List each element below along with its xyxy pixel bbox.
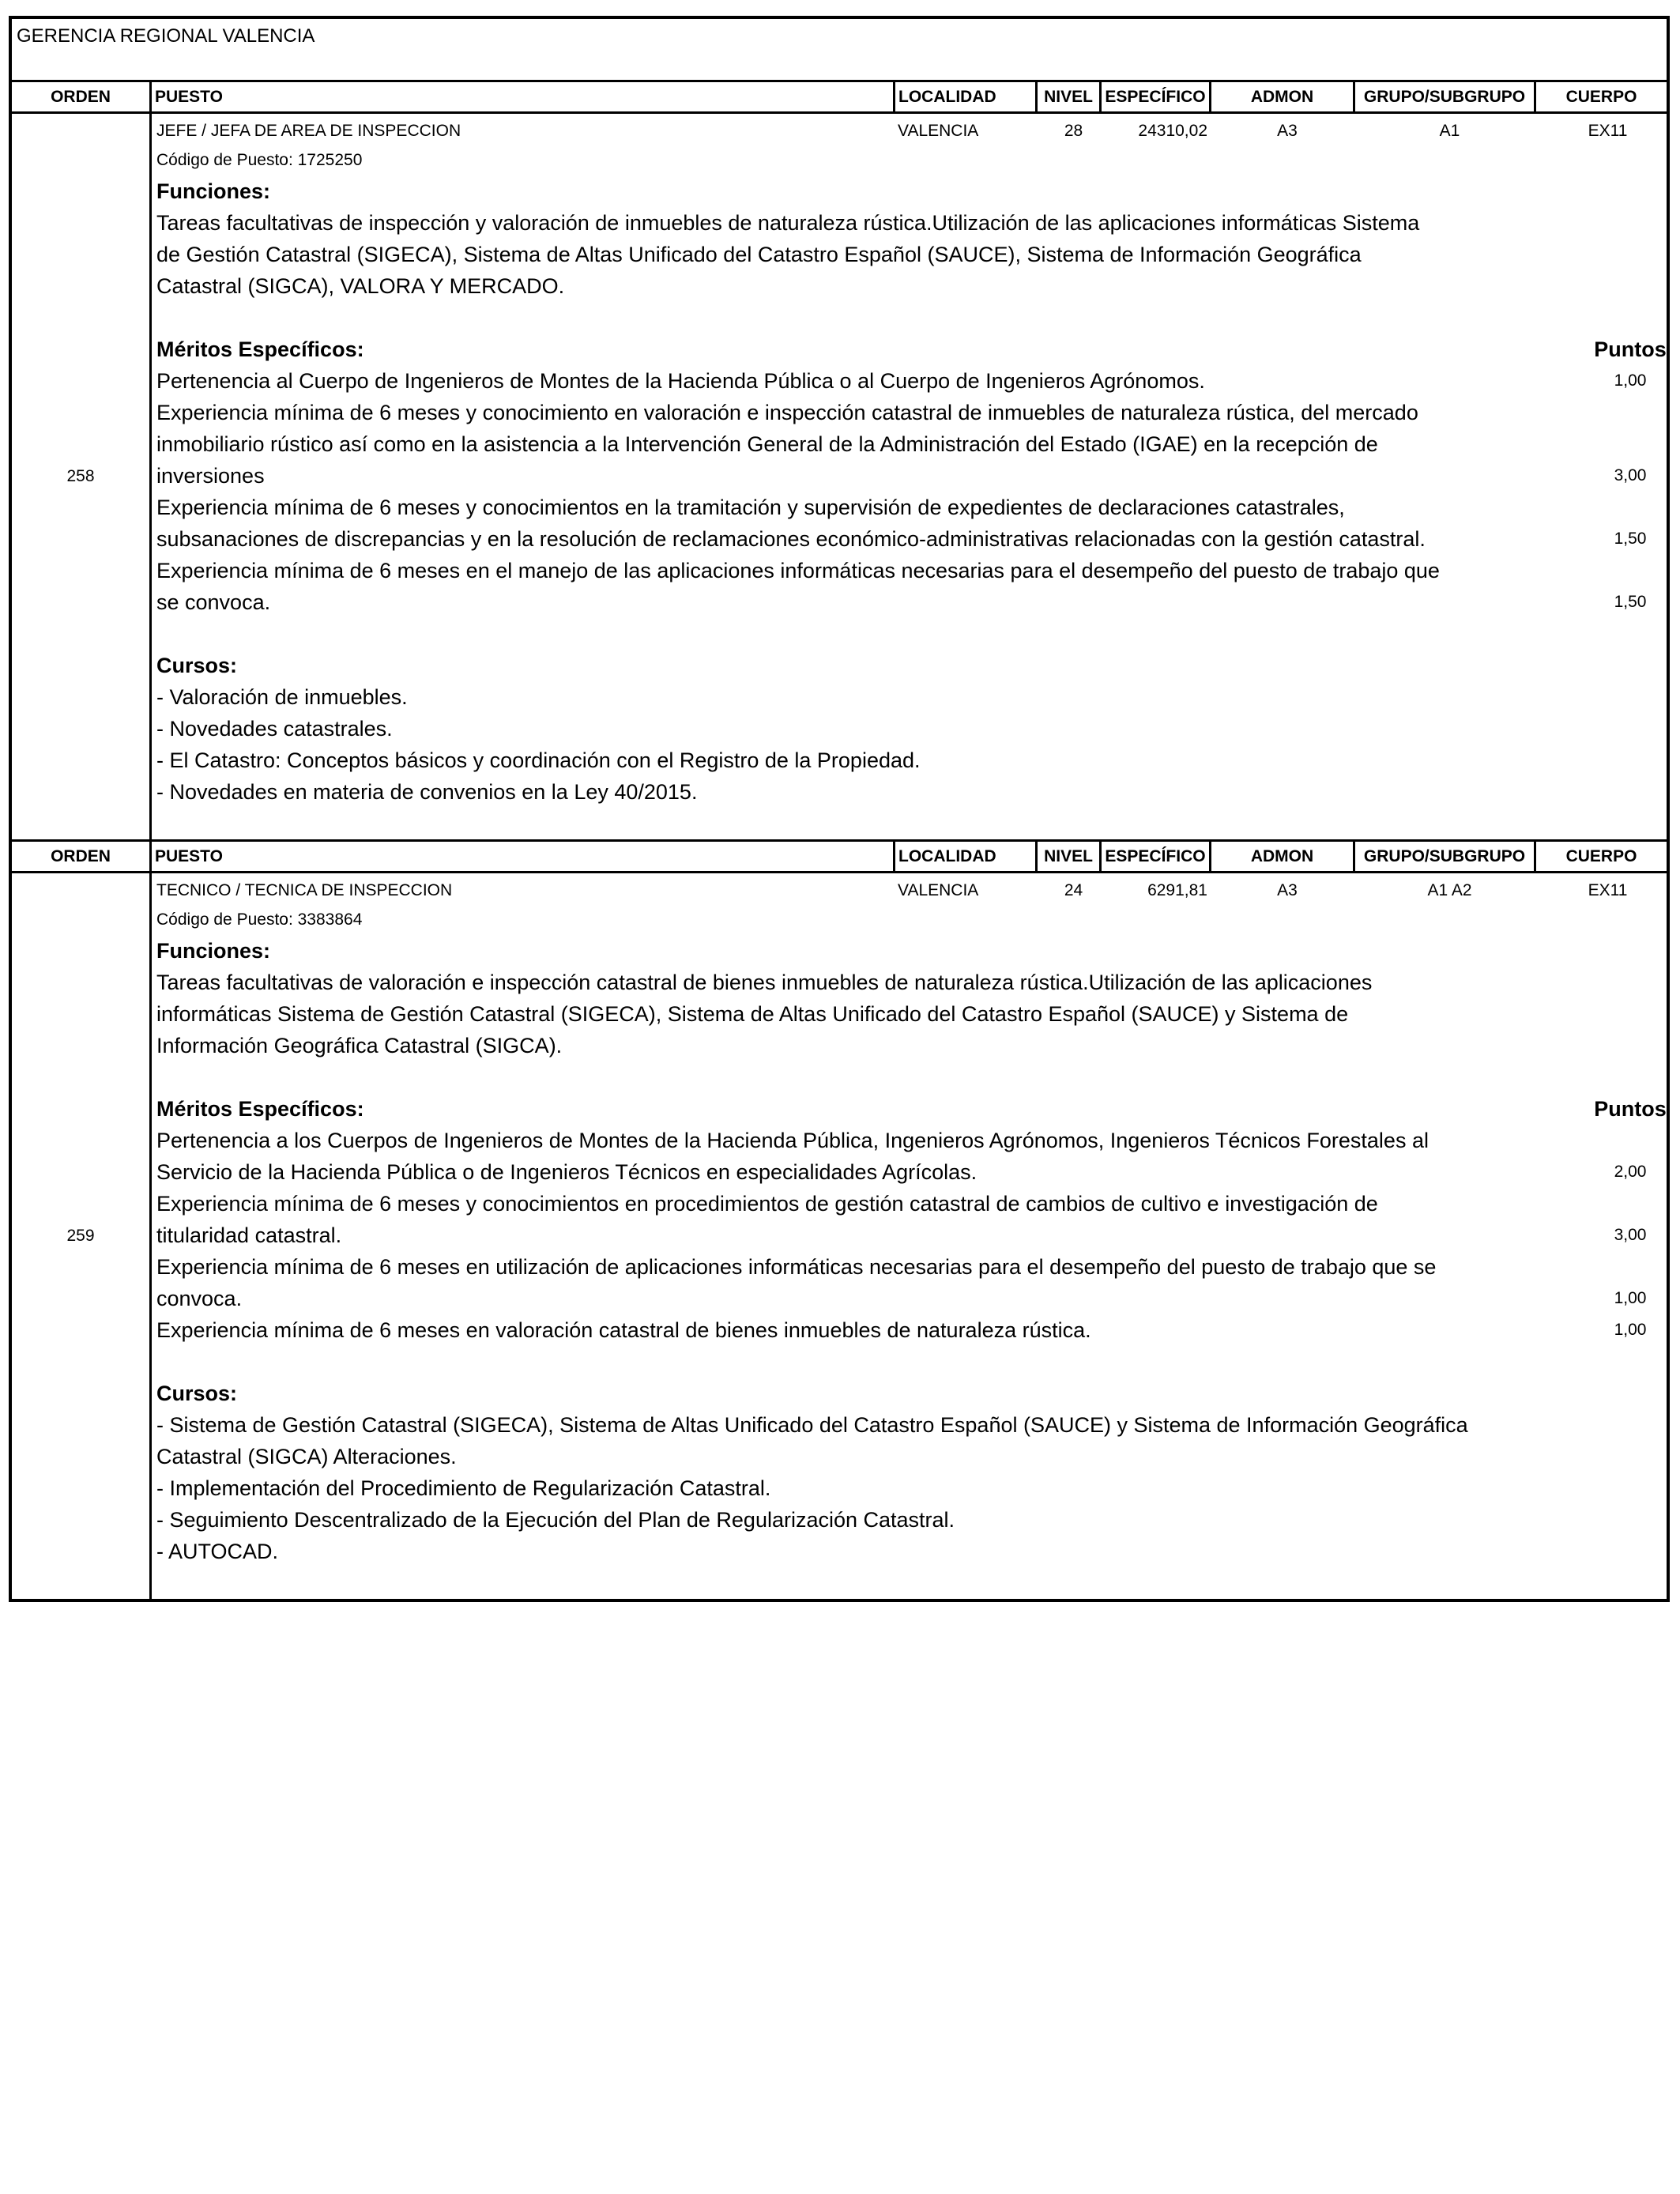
codigo-puesto: Código de Puesto: 1725250 [156, 151, 363, 169]
merito-puntos: 1,00 [1614, 1321, 1647, 1339]
header-admon: ADMON [1211, 842, 1355, 871]
curso-item: - AUTOCAD. [156, 1540, 279, 1563]
merito-item [156, 1251, 1667, 1314]
cursos-title: Cursos: [156, 654, 238, 677]
grupo-value: A1 A2 [1427, 881, 1472, 899]
curso-item: - Seguimiento Descentralizado de la Ejecución del Plan de Regularización Catastral. [156, 1508, 955, 1532]
column-header-row [12, 842, 1667, 873]
nivel-value: 28 [1064, 122, 1083, 140]
funciones-text: Tareas facultativas de inspección y valoración de inmuebles de naturaleza rústica.Utilización de las aplicaciones informáticas Sistema de Gestión Catastral (SIGECA), Sistema de Altas Unificado del Catastro Español (SAUCE), Sistema de Información Geográfica Catastral (SIGCA), VALORA Y MERCADO. [156, 211, 1420, 298]
entry-258 [12, 114, 1667, 842]
header-nivel: NIVEL [1038, 82, 1102, 111]
funciones-text: Tareas facultativas de valoración e inspección catastral de bienes inmuebles de naturaleza rústica.Utilización de las aplicaciones informáticas Sistema de Gestión Catastral (SIGECA), Sistema de Altas Unificado del Catastro Español (SAUCE) y Sistema de Información Geográfica Catastral (SIGCA). [156, 971, 1373, 1057]
curso-item: - Valoración de inmuebles. [156, 685, 408, 709]
grupo-value: A1 [1439, 122, 1460, 140]
header-orden: ORDEN [12, 82, 152, 111]
header-grupo: GRUPO/SUBGRUPO [1355, 82, 1536, 111]
merito-puntos: 3,00 [1614, 466, 1647, 484]
cuerpo-value: EX11 [1588, 881, 1628, 899]
meritos-header [156, 334, 1667, 365]
header-cuerpo: CUERPO [1565, 87, 1637, 106]
merito-item [156, 1314, 1667, 1346]
curso-item: - Novedades en materia de convenios en la Ley 40/2015. [156, 780, 698, 804]
curso-item: - Implementación del Procedimiento de Regularización Catastral. [156, 1476, 771, 1500]
funciones-title: Funciones: [156, 179, 271, 203]
localidad-value: VALENCIA [898, 881, 979, 899]
document-table [9, 16, 1670, 1602]
puntos-title: Puntos [1594, 337, 1667, 361]
merito-puntos: 3,00 [1614, 1226, 1647, 1244]
merito-text: Experiencia mínima de 6 meses en utilización de aplicaciones informáticas necesarias para el desempeño del puesto de trabajo que se convoca. [156, 1255, 1437, 1310]
header-orden: ORDEN [12, 842, 152, 871]
header-cuerpo: CUERPO [1565, 846, 1637, 865]
header-especifico: ESPECÍFICO [1102, 842, 1211, 871]
cursos-section [156, 1378, 1667, 1567]
header-nivel: NIVEL [1038, 842, 1102, 871]
merito-item [156, 555, 1667, 618]
nivel-value: 24 [1064, 881, 1083, 899]
entry-summary-row [156, 114, 1667, 145]
merito-puntos: 1,00 [1614, 371, 1647, 390]
header-grupo: GRUPO/SUBGRUPO [1355, 842, 1536, 871]
orden-number: 259 [12, 873, 152, 1599]
merito-puntos: 2,00 [1614, 1163, 1647, 1181]
puntos-title: Puntos [1594, 1097, 1667, 1121]
entry-content [152, 873, 1667, 1599]
meritos-title: Méritos Específicos: [156, 337, 364, 361]
curso-item: - El Catastro: Conceptos básicos y coordinación con el Registro de la Propiedad. [156, 748, 921, 772]
orden-number: 258 [12, 114, 152, 839]
merito-puntos: 1,00 [1614, 1289, 1647, 1307]
merito-item [156, 365, 1667, 397]
entry-summary-row [156, 873, 1667, 905]
cursos-section [156, 650, 1667, 808]
especifico-value: 24310,02 [1138, 122, 1207, 140]
merito-text: Experiencia mínima de 6 meses en el manejo de las aplicaciones informáticas necesarias para el desempeño del puesto de trabajo que se convoca. [156, 559, 1440, 614]
merito-text: Experiencia mínima de 6 meses en valoración catastral de bienes inmuebles de naturaleza rústica. [156, 1318, 1091, 1342]
merito-text: Experiencia mínima de 6 meses y conocimiento en valoración e inspección catastral de inmuebles de naturaleza rústica, del mercado inmobiliario rústico así como en la asistencia a la Intervención General de la Administración del Estado (IGAE) en la recepción de inversiones [156, 401, 1418, 488]
header-admon: ADMON [1211, 82, 1355, 111]
curso-item: - Novedades catastrales. [156, 717, 393, 741]
curso-item: - Sistema de Gestión Catastral (SIGECA), Sistema de Altas Unificado del Catastro Español (SAUCE) y Sistema de Información Geográfica Catastral (SIGCA) Alteraciones. [156, 1413, 1468, 1468]
merito-text: Pertenencia al Cuerpo de Ingenieros de Montes de la Hacienda Pública o al Cuerpo de Ingenieros Agrónomos. [156, 369, 1205, 393]
merito-text: Experiencia mínima de 6 meses y conocimientos en procedimientos de gestión catastral de cambios de cultivo e investigación de titularidad catastral. [156, 1192, 1378, 1247]
merito-item [156, 1125, 1667, 1188]
entry-259 [12, 873, 1667, 1599]
cuerpo-value: EX11 [1588, 122, 1628, 140]
merito-item [156, 492, 1667, 555]
merito-puntos: 1,50 [1614, 593, 1647, 611]
merito-text: Pertenencia a los Cuerpos de Ingenieros de Montes de la Hacienda Pública, Ingenieros Agrónomos, Ingenieros Técnicos Forestales al Servicio de la Hacienda Pública o de Ingenieros Técnicos en especialidades Agrícolas. [156, 1129, 1429, 1184]
region-title: GERENCIA REGIONAL VALENCIA [12, 19, 1667, 82]
codigo-puesto: Código de Puesto: 3383864 [156, 910, 363, 929]
header-puesto: PUESTO [152, 842, 895, 871]
puesto-value: TECNICO / TECNICA DE INSPECCION [156, 881, 453, 899]
header-puesto: PUESTO [152, 82, 895, 111]
entry-content [152, 114, 1667, 839]
localidad-value: VALENCIA [898, 122, 979, 140]
header-localidad: LOCALIDAD [895, 82, 1038, 111]
admon-value: A3 [1277, 122, 1298, 140]
merito-text: Experiencia mínima de 6 meses y conocimientos en la tramitación y supervisión de expedientes de declaraciones catastrales, subsanaciones de discrepancias y en la resolución de reclamaciones económico-administrativas relacionadas con la gestión catastral. [156, 496, 1426, 551]
funciones-title: Funciones: [156, 939, 271, 963]
merito-item [156, 397, 1667, 492]
cursos-title: Cursos: [156, 1382, 238, 1405]
header-localidad: LOCALIDAD [895, 842, 1038, 871]
admon-value: A3 [1277, 881, 1298, 899]
header-especifico: ESPECÍFICO [1102, 82, 1211, 111]
meritos-header [156, 1093, 1667, 1125]
merito-item [156, 1188, 1667, 1251]
merito-puntos: 1,50 [1614, 530, 1647, 548]
especifico-value: 6291,81 [1147, 881, 1207, 899]
meritos-title: Méritos Específicos: [156, 1097, 364, 1121]
puesto-value: JEFE / JEFA DE AREA DE INSPECCION [156, 122, 461, 140]
column-header-row [12, 82, 1667, 114]
